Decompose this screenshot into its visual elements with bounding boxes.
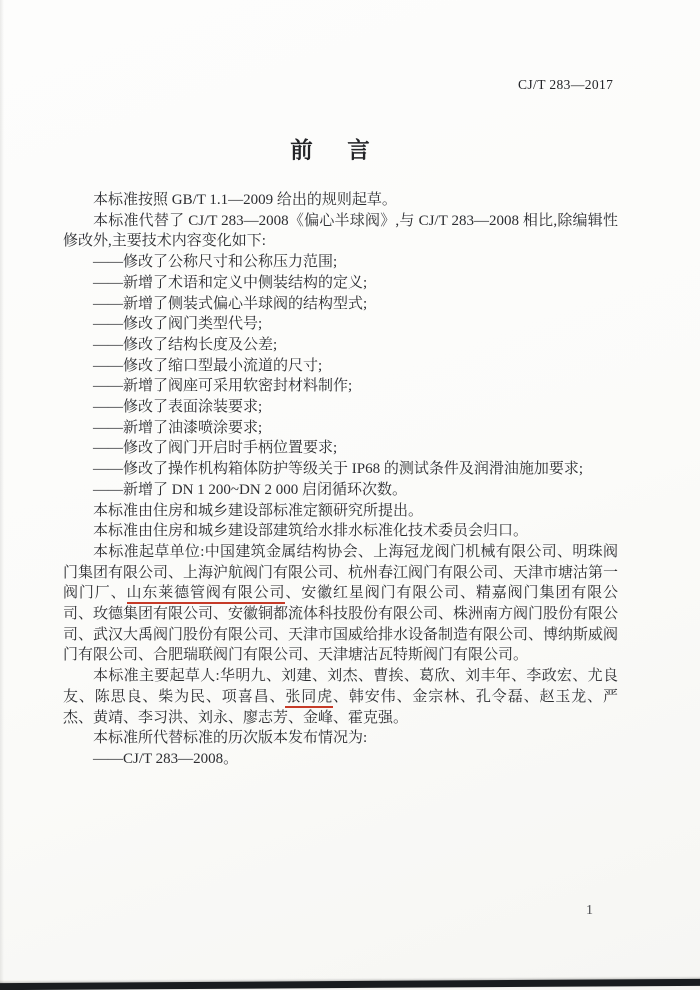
paragraph-drafting-units	[63, 542, 618, 666]
change-item: ——修改了阀门类型代号;	[93, 316, 263, 333]
change-item: ——修改了缩口型最小流道的尺寸;	[93, 357, 323, 374]
drafting-units-text-pre: 本标准起草单位:中国建筑金属结构协会、上海冠龙阀门机械有限公司、明珠阀门集团有限公司、上海沪航阀门有限公司、杭州春江阀门有限公司、天津市塘沽第一阀门厂、	[63, 543, 619, 602]
change-item: ——修改了公称尺寸和公称压力范围;	[93, 254, 338, 271]
drafters-text-post: 、韩安伟、金宗林、孔令磊、赵玉龙、严杰、黄靖、李习洪、刘永、廖志芳、金峰、霍克强。	[63, 688, 618, 726]
paragraph-history-intro: 本标准所代替标准的历次版本发布情况为:	[93, 730, 368, 747]
change-item: ——修改了操作机构箱体防护等级关于 IP68 的测试条件及润滑油施加要求;	[93, 461, 584, 478]
change-item: ——修改了结构长度及公差;	[93, 336, 278, 353]
highlighted-drafter-underline: 张同虎	[285, 689, 333, 708]
scan-bottom-edge	[0, 979, 700, 990]
change-item: ——新增了阀座可采用软密封材料制作;	[93, 378, 353, 395]
changes-list	[63, 252, 618, 500]
change-item: ——修改了阀门开启时手柄位置要求;	[93, 440, 338, 457]
change-item: ——新增了油漆喷涂要求;	[93, 419, 263, 436]
history-item: ——CJ/T 283—2008。	[93, 750, 239, 767]
standard-code: CJ/T 283—2017	[518, 77, 614, 92]
page-title: 前 言	[290, 138, 376, 163]
document-body	[63, 190, 618, 770]
change-item: ——修改了表面涂装要求;	[93, 399, 263, 416]
paragraph-centralized-by: 本标准由住房和城乡建设部建筑给水排水标准化技术委员会归口。	[93, 523, 529, 540]
paragraph-drafters	[63, 666, 618, 728]
highlighted-company-underline: 山东莱德管阀有限公司	[127, 585, 286, 604]
paragraph-proposed-by: 本标准由住房和城乡建设部标准定额研究所提出。	[93, 502, 424, 519]
change-item: ——新增了侧装式偏心半球阀的结构型式;	[93, 295, 368, 312]
change-item: ——新增了 DN 1 200~DN 2 000 启闭循环次数。	[93, 481, 407, 498]
drafting-units-text-post: 、安徽红星阀门有限公司、精嘉阀门集团有限公司、玫德集团有限公司、安徽铜都流体科技股份有限公司、株洲南方阀门股份有限公司、武汉大禹阀门股份有限公司、天津市国威给排水设备制造有限公司、博纳斯威阀门有限公司、合肥瑞联阀门有限公司、天津塘沽瓦特斯阀门有限公司。	[63, 585, 619, 664]
page-number: 1	[586, 903, 593, 918]
change-item: ——新增了术语和定义中侧装结构的定义;	[93, 274, 368, 291]
paragraph-replacement: 本标准代替了 CJ/T 283—2008《偏心半球阀》,与 CJ/T 283—2008 相比,除编辑性修改外,主要技术内容变化如下:	[63, 212, 618, 250]
scan-left-edge	[0, 0, 4, 990]
drafters-text-pre: 本标准主要起草人:华明九、刘建、刘杰、曹挨、葛欣、刘丰年、李政宏、尤良友、陈思良、柴为民、项喜昌、	[63, 668, 618, 705]
paragraph-drafting-basis: 本标准按照 GB/T 1.1—2009 给出的规则起草。	[93, 192, 397, 208]
